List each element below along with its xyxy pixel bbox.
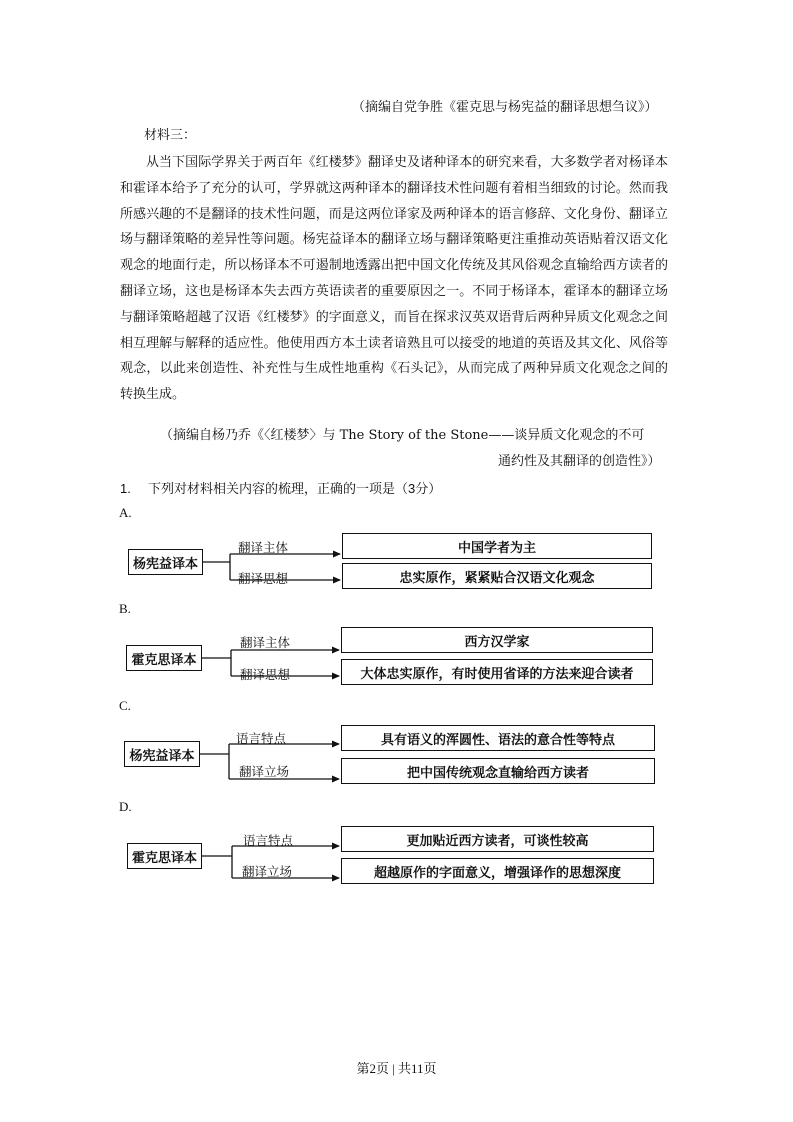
option-d-letter[interactable]: D. <box>119 799 132 814</box>
material-title: 材料三： <box>144 128 197 143</box>
option-a-branch1-label: 翻译主体 <box>238 541 289 555</box>
source-citation-1: （摘编自党争胜《霍克思与杨宪益的翻译思想刍议》） <box>352 100 658 115</box>
option-c-branch1-label: 语言特点 <box>236 732 287 746</box>
option-a-connector <box>203 554 340 580</box>
option-b-branch1-label: 翻译主体 <box>240 636 291 650</box>
source-citation-2-line2: 通约性及其翻译的创造性》） <box>498 454 661 469</box>
option-b-branch2-label: 翻译思想 <box>240 668 291 682</box>
option-a-root-box: 杨宪益译本 <box>128 549 203 575</box>
paragraph-text: 从当下国际学界关于两百年《红楼梦》翻译史及诸种译本的研究来看，大多数学者对杨译本和霍译本给予了充分的认可，学界就这两种译本的翻译技术性问题有着相当细致的讨论。然而我所感兴趣的不是翻译的技术性问题，而是这两位译家及两种译本的语言修辞、文化身份、翻译立场与翻译策略的差异性等问题。杨宪益译本的翻译立场与翻译策略更注重推动英语贴着汉语文化观念的地面行走，所以杨译本不可遏制地透露出把中国文化传统及其风俗观念直输给西方读者的翻译立场，这也是杨译本失去西方英语读者的重要原因之一。不同于杨译本，霍译本的翻译立场与翻译策略超越了汉语《红楼梦》的字面意义，而旨在探求汉英双语背后两种异质文化观念之间相互理解与解释的适应性。他使用西方本土读者谙熟且可以接受的地道的英语及其文化、风俗等观念，以此来创造性、补充性与生成性地重构《石头记》，从而完成了两种异质文化观念之间的转换生成。 <box>120 155 668 403</box>
option-d-branch1-box: 更加贴近西方读者，可谈性较高 <box>341 826 654 852</box>
option-a-letter[interactable]: A. <box>119 505 132 520</box>
option-b-root-box: 霍克思译本 <box>126 645 202 671</box>
option-a-branch2-box: 忠实原作，紧紧贴合汉语文化观念 <box>342 563 652 589</box>
option-c-branch2-label: 翻译立场 <box>239 765 290 779</box>
question-number: 1. <box>120 481 131 496</box>
option-a-branch2-label: 翻译思想 <box>238 572 289 586</box>
question-text: 下列对材料相关内容的梳理，正确的一项是（3分） <box>148 481 442 496</box>
option-b-branch1-box: 西方汉学家 <box>341 627 653 653</box>
option-b-branch2-box: 大体忠实原作，有时使用省译的方法来迎合读者 <box>341 659 653 685</box>
option-b-letter[interactable]: B. <box>119 601 131 616</box>
option-a-branch1-box: 中国学者为主 <box>342 533 652 559</box>
option-d-branch1-label: 语言特点 <box>243 834 294 848</box>
option-c-connector <box>200 744 339 779</box>
option-c-branch2-box: 把中国传统观念直输给西方读者 <box>341 758 655 784</box>
option-d-branch2-box: 超越原作的字面意义，增强译作的思想深度 <box>341 858 654 884</box>
option-d-root-box: 霍克思译本 <box>127 843 202 869</box>
page-footer: 第2页 | 共11页 <box>356 1061 437 1076</box>
source-citation-2-line1: （摘编自杨乃乔《〈红楼梦〉与 The Story of the Stone——谈异质文化观念的不可 <box>160 428 645 443</box>
option-b-connector <box>202 650 339 676</box>
option-c-branch1-box: 具有语义的浑圆性、语法的意合性等特点 <box>341 725 655 751</box>
option-d-connector <box>202 846 339 878</box>
option-c-root-box: 杨宪益译本 <box>124 741 200 767</box>
option-c-letter[interactable]: C. <box>119 698 131 713</box>
option-d-branch2-label: 翻译立场 <box>242 865 293 879</box>
